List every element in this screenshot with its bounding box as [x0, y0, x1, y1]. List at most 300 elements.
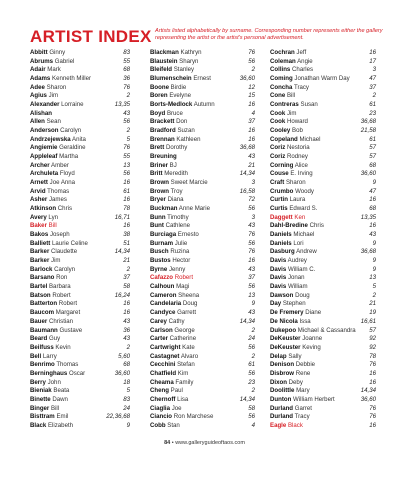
artist-given-name: William C. [287, 265, 316, 273]
gallery-number: 5 [126, 387, 130, 395]
gallery-number: 19 [369, 309, 376, 317]
artist-surname: Dasburg [270, 248, 295, 256]
artist-name [270, 75, 350, 84]
artist-surname: Bunn [150, 213, 166, 221]
artist-column-3 [270, 49, 376, 431]
artist-surname: Corning [270, 161, 294, 169]
artist-given-name: Mary [296, 387, 310, 395]
artist-given-name: Michael [293, 231, 315, 239]
gallery-number: 43 [123, 109, 130, 117]
artist-given-name: Michael [299, 135, 321, 143]
artist-given-name: Garrett [177, 309, 197, 317]
gallery-number: 21,58 [360, 127, 376, 135]
gallery-number: 16,61 [360, 317, 376, 325]
artist-name [150, 162, 177, 171]
gallery-number: 23 [369, 109, 376, 117]
artist-entry [30, 196, 130, 205]
artist-name [30, 309, 80, 318]
gallery-number: 16 [369, 49, 376, 56]
artist-name [30, 136, 86, 145]
gallery-number: 3 [251, 179, 255, 187]
artist-surname: Dawson [270, 291, 294, 299]
artist-name [150, 283, 189, 292]
artist-surname: Black [30, 421, 47, 429]
artist-surname: Bunt [150, 222, 164, 230]
gallery-number: 36,68 [360, 248, 376, 256]
artist-name [270, 318, 311, 327]
gallery-number: 56 [248, 205, 255, 213]
artist-entry [270, 344, 376, 353]
artist-entry [150, 422, 255, 431]
gallery-number: 16,24 [114, 291, 130, 299]
artist-surname: Chatfield [150, 369, 177, 377]
artist-entry [270, 335, 376, 344]
gallery-number: 68 [369, 205, 376, 213]
artist-given-name: William [287, 283, 308, 291]
artist-given-name: Diana [167, 196, 184, 204]
artist-given-name: E. Irving [290, 170, 313, 178]
gallery-number: 16 [369, 196, 376, 204]
artist-given-name: Bob [292, 127, 303, 135]
artist-name [270, 387, 310, 396]
artist-name [270, 248, 317, 257]
artist-entry [150, 84, 255, 93]
artist-surname: Disbrow [270, 369, 295, 377]
artist-surname: Buckman [150, 205, 178, 213]
artist-given-name: Cathlene [165, 222, 190, 230]
artist-name [30, 205, 72, 214]
artist-name [150, 396, 188, 405]
gallery-number: 16,71 [114, 213, 130, 221]
artist-surname: Day [270, 300, 282, 308]
artist-name [150, 110, 183, 119]
gallery-number: 56 [248, 343, 255, 351]
artist-name [30, 153, 78, 162]
gallery-number: 16 [248, 101, 255, 109]
artist-entry [270, 84, 376, 93]
artist-given-name: Rene [295, 369, 311, 377]
gallery-number: 14,34 [239, 317, 255, 325]
artist-surname: Cook [270, 109, 286, 117]
artist-name [30, 292, 71, 301]
artist-entry [30, 248, 130, 257]
artist-entry [150, 283, 255, 292]
artist-entry [150, 49, 255, 58]
artist-entry [150, 188, 255, 197]
artist-entry [30, 222, 130, 231]
artist-surname: Davis [270, 274, 287, 282]
artist-entry [270, 222, 376, 231]
artist-entry [270, 318, 376, 327]
artist-name [150, 222, 190, 231]
artist-surname: Chernoff [150, 395, 176, 403]
artist-given-name: Stan [167, 421, 180, 429]
artist-entry [150, 240, 255, 249]
artist-name [30, 353, 57, 362]
gallery-number: 9 [372, 239, 376, 247]
artist-surname: Anderson [30, 127, 59, 135]
artist-entry [30, 292, 130, 301]
artist-entry [270, 361, 376, 370]
artist-surname: Daniels [270, 231, 292, 239]
artist-surname: Brown [150, 179, 169, 187]
artist-name [150, 266, 185, 275]
artist-surname: Carlson [150, 326, 173, 334]
artist-given-name: James [48, 196, 67, 204]
gallery-number: 61 [123, 187, 130, 195]
gallery-number: 56 [248, 239, 255, 247]
artist-name [270, 179, 306, 188]
artist-entry [270, 214, 376, 223]
artist-entry [270, 49, 376, 58]
artist-name [30, 222, 57, 231]
gallery-number: 38 [123, 231, 130, 239]
artist-surname: Cone [270, 92, 286, 100]
artist-entry [270, 379, 376, 388]
artist-name [30, 257, 61, 266]
artist-entry [150, 205, 255, 214]
artist-name [30, 231, 70, 240]
artist-given-name: Sheena [178, 291, 200, 299]
gallery-number: 43 [369, 231, 376, 239]
artist-given-name: Amber [51, 161, 69, 169]
artist-surname: Cafazzo [150, 274, 174, 282]
artist-name [270, 353, 302, 362]
gallery-number: 4 [251, 109, 255, 117]
artist-given-name: Catherine [169, 335, 197, 343]
gallery-number: 16 [248, 127, 255, 135]
artist-surname: Blumenschein [150, 75, 192, 83]
artist-given-name: Hector [172, 257, 191, 265]
page-title: ARTIST INDEX [30, 27, 152, 46]
gallery-number: 17 [369, 57, 376, 65]
artist-entry [270, 58, 376, 67]
artist-entry [270, 188, 376, 197]
artist-surname: Delap [270, 352, 287, 360]
artist-surname: Busch [150, 248, 169, 256]
gallery-number: 13 [369, 274, 376, 282]
gallery-number: 16 [248, 257, 255, 265]
artist-given-name: Kevin [55, 343, 71, 351]
artist-given-name: BJ [169, 161, 177, 169]
gallery-number: 16 [123, 300, 130, 308]
artist-name [150, 153, 177, 162]
artist-name [270, 214, 305, 223]
artist-entry [270, 292, 376, 301]
artist-name [30, 344, 71, 353]
artist-entry [270, 283, 376, 292]
artist-surname: Dunton [270, 395, 292, 403]
gallery-number: 47 [369, 75, 376, 83]
artist-given-name: Thomas [56, 361, 79, 369]
artist-surname: Curtis [270, 205, 288, 213]
artist-given-name: Lorraine [61, 101, 84, 109]
artist-name [30, 179, 75, 188]
artist-surname: Collins [270, 66, 291, 74]
artist-entry [270, 240, 376, 249]
artist-given-name: Deby [288, 378, 303, 386]
artist-surname: Boyd [150, 109, 166, 117]
artist-surname: Baucom [30, 309, 55, 317]
artist-surname: Cecchini [150, 361, 176, 369]
artist-name [150, 257, 190, 266]
artist-name [30, 283, 71, 292]
artist-surname: Couse [270, 170, 289, 178]
artist-columns [30, 49, 394, 439]
artist-name [150, 240, 187, 249]
artist-given-name: Cathy [168, 317, 185, 325]
artist-given-name: Lori [293, 239, 304, 247]
artist-entry [270, 127, 376, 136]
artist-name [30, 248, 77, 257]
artist-surname: Binger [30, 404, 50, 412]
website-link[interactable]: www.galleryguideoftaos.com [175, 440, 245, 446]
artist-name [270, 266, 315, 275]
artist-name [30, 144, 86, 153]
artist-surname: Carter [150, 335, 168, 343]
artist-entry [30, 379, 130, 388]
artist-surname: Allen [30, 118, 45, 126]
artist-given-name: Joseph [50, 231, 70, 239]
artist-name [150, 300, 197, 309]
artist-given-name: Birdie [170, 83, 187, 91]
artist-given-name: Joe [171, 404, 182, 412]
artist-entry [30, 84, 130, 93]
artist-given-name: Woody [295, 187, 314, 195]
artist-given-name: Sweet Marcie [170, 179, 208, 187]
artist-name [150, 49, 202, 58]
artist-name [30, 396, 68, 405]
artist-given-name: Gabriel [54, 57, 75, 65]
artist-name [150, 370, 188, 379]
gallery-number: 76 [123, 83, 130, 91]
artist-name [150, 344, 195, 353]
gallery-number: 16 [369, 421, 376, 429]
artist-surname: Boone [150, 83, 169, 91]
artist-surname: Balliett [30, 239, 51, 247]
artist-given-name: Jonathan Warm Day [294, 75, 350, 83]
gallery-number: 76 [123, 144, 130, 152]
artist-name [150, 75, 211, 84]
artist-entry [150, 353, 255, 362]
artist-name [30, 405, 59, 414]
artist-name [30, 266, 75, 275]
artist-surname: Cartwright [150, 343, 181, 351]
artist-name [270, 144, 310, 153]
artist-entry [150, 266, 255, 275]
artist-surname: Castagnet [150, 352, 180, 360]
artist-name [270, 405, 312, 414]
artist-entry [150, 66, 255, 75]
artist-entry [30, 370, 130, 379]
footer-bullet: • [171, 440, 174, 446]
gallery-number: 2 [372, 291, 376, 299]
artist-entry [270, 405, 376, 414]
artist-surname: Bartel [30, 283, 48, 291]
artist-name [30, 335, 60, 344]
gallery-number: 9 [126, 421, 130, 429]
artist-name [270, 136, 320, 145]
gallery-number: 76 [369, 361, 376, 369]
artist-surname: Carey [150, 317, 167, 325]
artist-surname: Bell [30, 352, 42, 360]
artist-name [30, 318, 73, 327]
artist-given-name: Laura [289, 196, 306, 204]
artist-surname: Candyce [150, 309, 176, 317]
gallery-number: 36,68 [360, 118, 376, 126]
artist-surname: Cook [270, 118, 286, 126]
artist-surname: Brennan [150, 135, 175, 143]
artist-entry [30, 136, 130, 145]
artist-entry [150, 344, 255, 353]
artist-entry [150, 136, 255, 145]
artist-name [150, 136, 200, 145]
artist-given-name: Family [175, 378, 194, 386]
gallery-number: 68 [123, 66, 130, 74]
page-number: 84 [164, 440, 171, 446]
artist-surname: Asher [30, 196, 48, 204]
artist-given-name: Sean [46, 118, 61, 126]
artist-entry [150, 327, 255, 336]
artist-name [150, 379, 193, 388]
artist-given-name: Paul [170, 387, 183, 395]
artist-name [30, 49, 65, 58]
artist-entry [30, 170, 130, 179]
artist-given-name: Joe Anna [49, 179, 76, 187]
artist-surname: Bisttram [30, 413, 55, 421]
artist-entry [30, 413, 130, 422]
artist-name [150, 248, 189, 257]
gallery-number: 43 [248, 153, 255, 161]
artist-name [270, 327, 356, 336]
artist-surname: Batterton [30, 300, 58, 308]
gallery-number: 58 [123, 283, 130, 291]
artist-entry [30, 179, 130, 188]
artist-entry [270, 66, 376, 75]
artist-surname: Burciaga [150, 231, 177, 239]
artist-surname: Davis [270, 283, 287, 291]
artist-name [30, 240, 88, 249]
artist-given-name: Larry [42, 352, 57, 360]
artist-given-name: Kathryn [180, 49, 202, 56]
artist-given-name: Dawn [52, 395, 68, 403]
artist-surname: Abrums [30, 57, 54, 65]
artist-name [270, 292, 310, 301]
artist-name [150, 405, 182, 414]
artist-given-name: George [174, 326, 195, 334]
artist-surname: Boren [150, 92, 168, 100]
gallery-number: 43 [248, 222, 255, 230]
artist-given-name: Issa [299, 317, 311, 325]
artist-entry [150, 214, 255, 223]
gallery-number: 9 [251, 300, 255, 308]
gallery-number: 37 [248, 274, 255, 282]
artist-entry [270, 266, 376, 275]
artist-surname: Durland [270, 413, 294, 421]
artist-surname: Doolittle [270, 387, 295, 395]
gallery-number: 76 [369, 404, 376, 412]
gallery-number: 14,34 [239, 395, 255, 403]
artist-name [150, 92, 191, 101]
gallery-number: 47 [369, 187, 376, 195]
artist-entry [270, 136, 376, 145]
artist-surname: Cheng [150, 387, 169, 395]
artist-entry [30, 153, 130, 162]
gallery-number: 12 [248, 83, 255, 91]
artist-entry [30, 344, 130, 353]
artist-given-name: Doug [182, 300, 198, 308]
artist-given-name: Tracy [293, 83, 309, 91]
artist-surname: Baker [30, 222, 47, 230]
gallery-number: 24 [123, 404, 130, 412]
artist-name [30, 379, 61, 388]
artist-surname: Dukepoo [270, 326, 297, 334]
gallery-number: 43 [123, 317, 130, 325]
artist-surname: Concha [270, 83, 293, 91]
artist-surname: Angiemie [30, 144, 58, 152]
artist-surname: Ciancio [150, 413, 173, 421]
artist-entry [270, 248, 376, 257]
gallery-number: 36 [123, 75, 130, 83]
artist-entry [150, 300, 255, 309]
artist-entry [270, 300, 376, 309]
artist-given-name: Jim [48, 92, 59, 100]
artist-entry [30, 361, 130, 370]
artist-surname: Beard [30, 335, 48, 343]
artist-entry [270, 422, 376, 431]
artist-given-name: Christian [48, 317, 74, 325]
artist-surname: Alexander [30, 101, 60, 109]
artist-surname: Brett [150, 144, 165, 152]
artist-entry [270, 353, 376, 362]
artist-given-name: Alvaro [180, 352, 199, 360]
artist-name [150, 335, 196, 344]
artist-surname: Borts-Medlock [150, 101, 193, 109]
artist-surname: Arnett [30, 179, 48, 187]
artist-given-name: Edward S. [289, 205, 318, 213]
artist-given-name: Martha [59, 153, 79, 161]
artist-name [150, 127, 195, 136]
artist-name [270, 283, 308, 292]
artist-name [270, 396, 335, 405]
artist-surname: Beilfuss [30, 343, 54, 351]
artist-given-name: Kim [177, 369, 189, 377]
artist-name [30, 300, 77, 309]
artist-given-name: Sharon [285, 179, 306, 187]
artist-entry [30, 214, 130, 223]
artist-entry [30, 335, 130, 344]
gallery-number: 3 [372, 66, 376, 74]
artist-given-name: Margaret [55, 309, 81, 317]
gallery-number: 76 [248, 248, 255, 256]
page-subtitle: Artists listed alphabetically by surname. Corresponding number represents either the gallery representing the artist or the artist's personal advertisement. [155, 28, 383, 41]
artist-surname: Coleman [270, 57, 296, 65]
artist-given-name: Meredith [164, 170, 188, 178]
artist-surname: Contreras [270, 101, 299, 109]
gallery-number: 9 [372, 265, 376, 273]
gallery-number: 43 [248, 309, 255, 317]
artist-name [150, 422, 180, 431]
gallery-number: 92 [369, 343, 376, 351]
artist-given-name: Ruzina [170, 248, 190, 256]
artist-entry [30, 75, 130, 84]
artist-name [270, 222, 324, 231]
artist-name [30, 422, 73, 431]
artist-entry [150, 110, 255, 119]
artist-name [30, 274, 67, 283]
artist-given-name: Bill [51, 404, 60, 412]
artist-name [30, 66, 61, 75]
